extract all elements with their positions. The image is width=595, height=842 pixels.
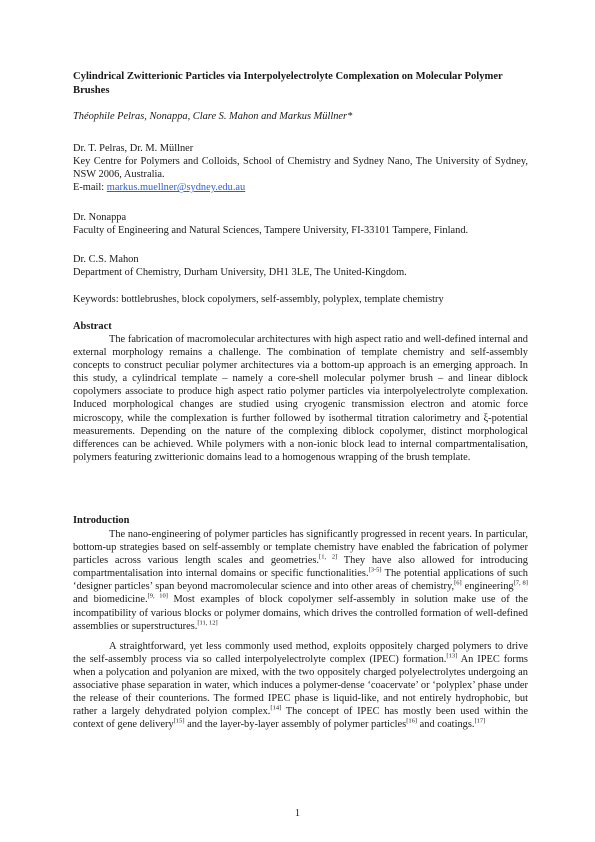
affiliation-address: Department of Chemistry, Durham University, DH1 3LE, The United-Kingdom. (73, 267, 407, 279)
introduction-text (73, 528, 528, 731)
intro-text: The concept of IPEC has mostly been used within the context of gene delivery (73, 706, 528, 731)
affiliation-address: Faculty of Engineering and Natural Sciences, Tampere University, FI-33101 Tampere, Finland. (73, 225, 469, 237)
citation: [15] (173, 717, 185, 725)
citation: [13] (446, 652, 458, 660)
intro-text: They have also allowed for introducing compartmentalisation into internal domains or specific functionalities. (73, 555, 528, 580)
citation: [14] (270, 704, 282, 712)
citation: [6] (454, 579, 462, 587)
citation: [9, 10] (147, 593, 168, 600)
introduction-heading: Introduction (73, 515, 130, 526)
paper-title: Cylindrical Zwitterionic Particles via Interpolyelectrolyte Complexation on Molecular Polymer Brushes (73, 71, 503, 96)
abstract-text (73, 333, 528, 464)
affiliation-names: Dr. Nonappa (73, 212, 127, 223)
intro-paragraph-1 (73, 528, 528, 633)
page-number: 1 (294, 808, 301, 819)
citation: [11, 12] (197, 619, 218, 627)
citation: [1, 2] (319, 553, 338, 561)
citation: [16] (406, 717, 418, 725)
intro-text: The nano-engineering of polymer particles has significantly progressed in recent years. In particular, bottom-up strategies based on self-assembly or template chemistry have enabled the fabrication of polymer particles across various length scales and geometries. (73, 529, 528, 567)
affiliation-address: Key Centre for Polymers and Colloids, School of Chemistry and Sydney Nano, The University of Sydney, NSW 2006, Australia. (73, 156, 528, 181)
email-link[interactable]: markus.muellner@sydney.edu.au (106, 182, 246, 194)
affiliation-names: Dr. C.S. Mahon (73, 254, 139, 265)
citation: [17] (474, 717, 486, 725)
intro-text: and biomedicine. (73, 594, 148, 606)
intro-paragraph-2 (73, 640, 528, 732)
citation: [3-5] (368, 566, 382, 574)
intro-text: engineering (461, 581, 514, 593)
intro-text: and coatings. (417, 719, 475, 731)
intro-text: A straightforward, yet less commonly used method, exploits oppositely charged polymers to drive the self-assembly process via so called interpolyelectrolyte complex (IPEC) formation. (73, 640, 528, 665)
affiliation-2 (73, 211, 528, 237)
intro-text: The potential applications of such ‘designer particles’ span beyond macromolecular science and into other areas of chemistry, (73, 568, 528, 593)
affiliation-1 (73, 142, 528, 194)
abstract-heading: Abstract (73, 321, 112, 332)
keywords: Keywords: bottlebrushes, block copolymers, self-assembly, polyplex, template chemistry (73, 294, 444, 305)
abstract-paragraph: The fabrication of macromolecular architectures with high aspect ratio and well-defined internal and external morphology remains a challenge. The combination of template chemistry and self-assembly concepts to construct peculiar polymer architectures via a bottom-up approach is an emerging approach. In this study, a cylindrical template – namely a core-shell molecular polymer brush – and linear diblock copolymers associate to produce high aspect ratio polymer particles via interpolyelectrolyte complexation. Induced morphological changes are studied using cryogenic transmission electron and atomic force microscopy, while the complexation is further followed by isothermal titration calorimetry and ξ-potential measurements. Depending on the nature of the complexing diblock copolymer, distinct morphological differences can be achieved. While polymers with a non-ionic block lead to internal compartmentalisation, polymers featuring zwitterionic domains lead to a homogenous wrapping of the brush template. (73, 334, 528, 463)
email-label: E-mail: (73, 182, 105, 194)
author-list: Théophile Pelras, Nonappa, Clare S. Mahon and Markus Müllner* (73, 111, 353, 122)
affiliation-3 (73, 253, 528, 279)
citation: [7, 8] (513, 579, 528, 587)
intro-text: Most examples of block copolymer self-assembly in solution make use of the incompatibility of various blocks or polymer domains, which drives the controlled formation of well-defined assemblies or superstructures. (73, 594, 528, 632)
intro-text: and the layer-by-layer assembly of polymer particles (184, 719, 407, 731)
affiliation-names: Dr. T. Pelras, Dr. M. Müllner (73, 143, 194, 154)
intro-text: An IPEC forms when a polycation and polyanion are mixed, with the two oppositely charged polyelectrolytes undergoing an associative phase separation in water, which induces a polymer-dense ‘coacervate’ or ‘polyplex’ phase under the release of their counterions. The formed IPEC phase is liquid-like, and not entirely hydrophobic, but rather a largely dehydrated polyion complex. (73, 653, 528, 718)
